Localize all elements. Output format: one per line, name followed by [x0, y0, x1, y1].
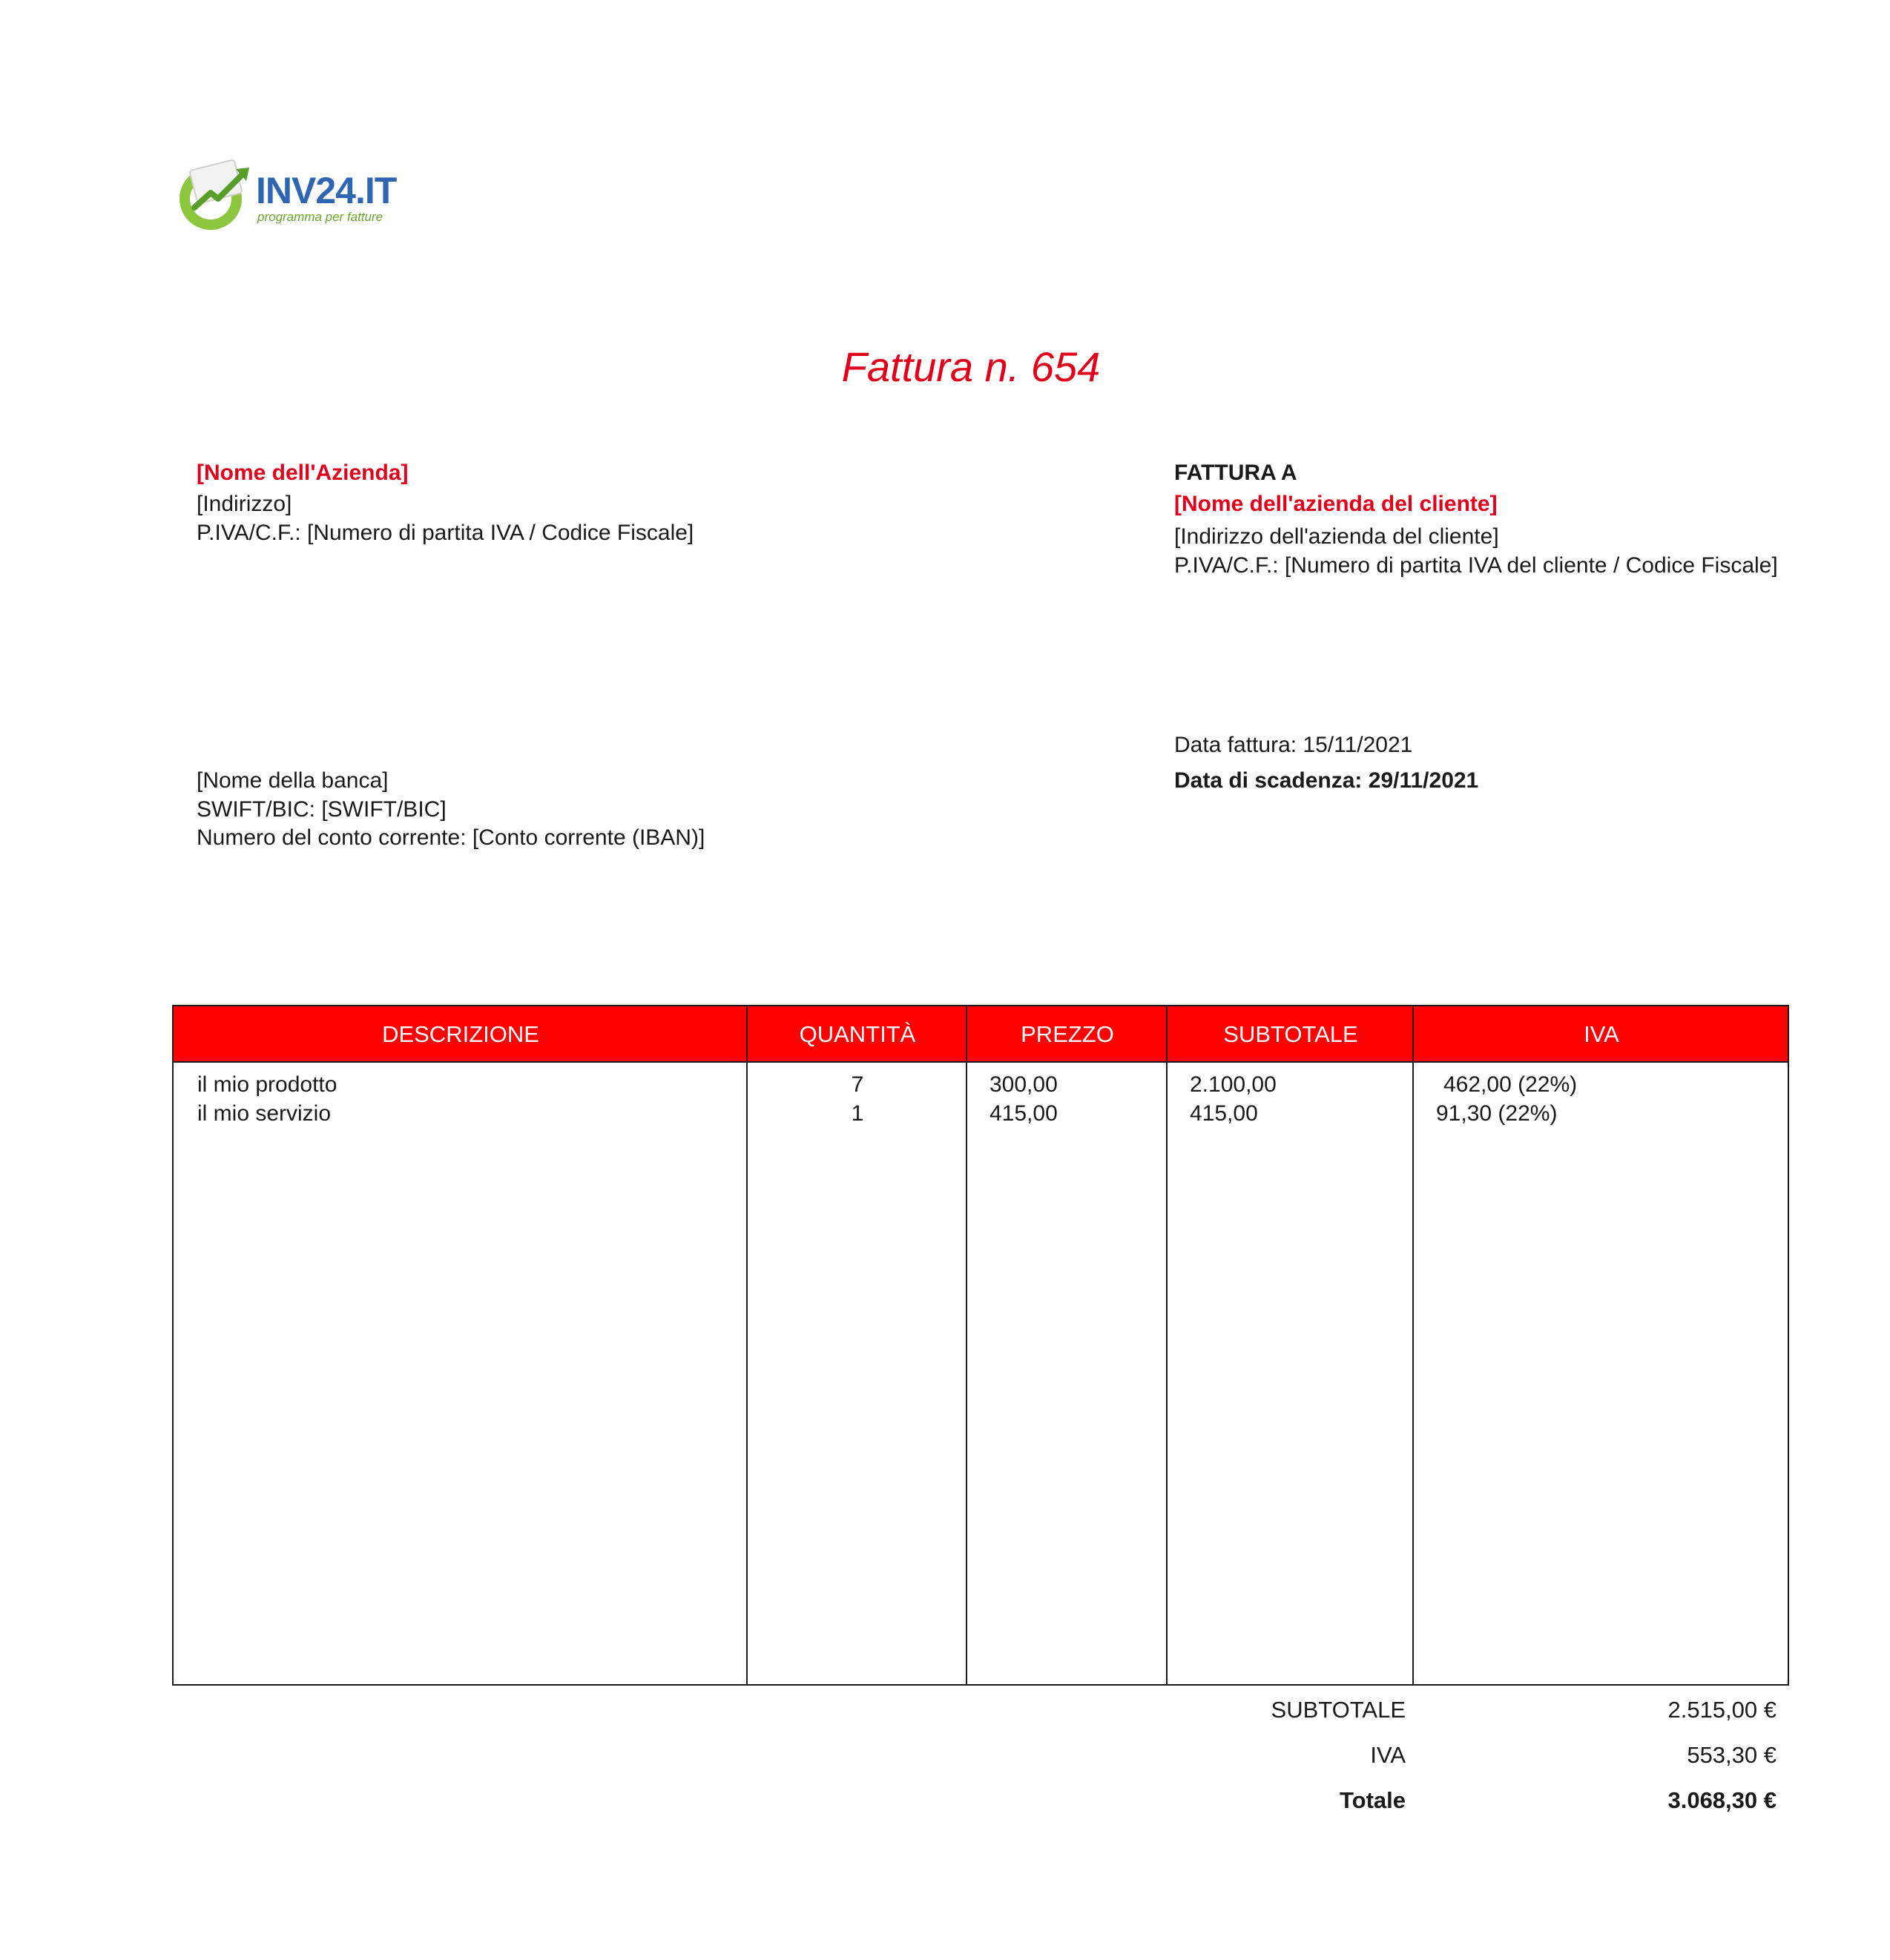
seller-company-name: [Nome dell'Azienda]: [197, 461, 409, 485]
column-divider: [1412, 1006, 1414, 1684]
header-description: DESCRIZIONE: [382, 1021, 539, 1047]
table-header: [174, 1006, 1788, 1063]
bank-account: Numero del conto corrente: [Conto corrente (IBAN)]: [197, 825, 705, 850]
vat-total-label: IVA: [1370, 1742, 1406, 1768]
row-subtotal: 2.100,00: [1190, 1072, 1277, 1097]
row-price: 415,00: [990, 1101, 1058, 1126]
items-table: [172, 1005, 1789, 1686]
header-vat: IVA: [1584, 1021, 1619, 1047]
bill-to-heading: FATTURA A: [1174, 461, 1297, 485]
grand-total-value: 3.068,30 €: [1667, 1787, 1777, 1813]
logo-icon: [172, 157, 254, 231]
invoice-title: Fattura n. 654: [841, 343, 1101, 390]
row-price: 300,00: [990, 1072, 1058, 1097]
row-subtotal: 415,00: [1190, 1101, 1258, 1126]
row-quantity: 1: [851, 1101, 864, 1126]
header-price: PREZZO: [1021, 1021, 1114, 1047]
subtotal-value: 2.515,00 €: [1667, 1697, 1777, 1723]
bank-name: [Nome della banca]: [197, 768, 389, 793]
row-description: il mio servizio: [197, 1101, 332, 1126]
header-quantity: QUANTITÀ: [799, 1021, 916, 1047]
due-date: Data di scadenza: 29/11/2021: [1174, 768, 1479, 793]
vat-total-value: 553,30 €: [1687, 1742, 1777, 1768]
logo-name: INV24.IT: [256, 170, 397, 211]
seller-address: [Indirizzo]: [197, 492, 292, 516]
row-description: il mio prodotto: [197, 1072, 338, 1097]
row-quantity: 7: [851, 1072, 864, 1097]
row-vat: 462,00 (22%): [1443, 1072, 1578, 1097]
invoice-date: Data fattura: 15/11/2021: [1174, 733, 1413, 757]
logo-tagline: programma per fatture: [257, 210, 383, 224]
grand-total-label: Totale: [1340, 1787, 1406, 1813]
client-company-name: [Nome dell'azienda del cliente]: [1174, 492, 1498, 516]
header-subtotal: SUBTOTALE: [1223, 1021, 1358, 1047]
client-address: [Indirizzo dell'azienda del cliente]: [1174, 524, 1499, 549]
seller-vat: P.IVA/C.F.: [Numero di partita IVA / Codice Fiscale]: [197, 521, 694, 545]
row-vat: 91,30 (22%): [1436, 1101, 1558, 1126]
client-vat: P.IVA/C.F.: [Numero di partita IVA del cliente / Codice Fiscale]: [1174, 553, 1778, 578]
subtotal-label: SUBTOTALE: [1271, 1697, 1406, 1723]
bank-swift: SWIFT/BIC: [SWIFT/BIC]: [197, 797, 447, 822]
column-divider: [1166, 1006, 1168, 1684]
